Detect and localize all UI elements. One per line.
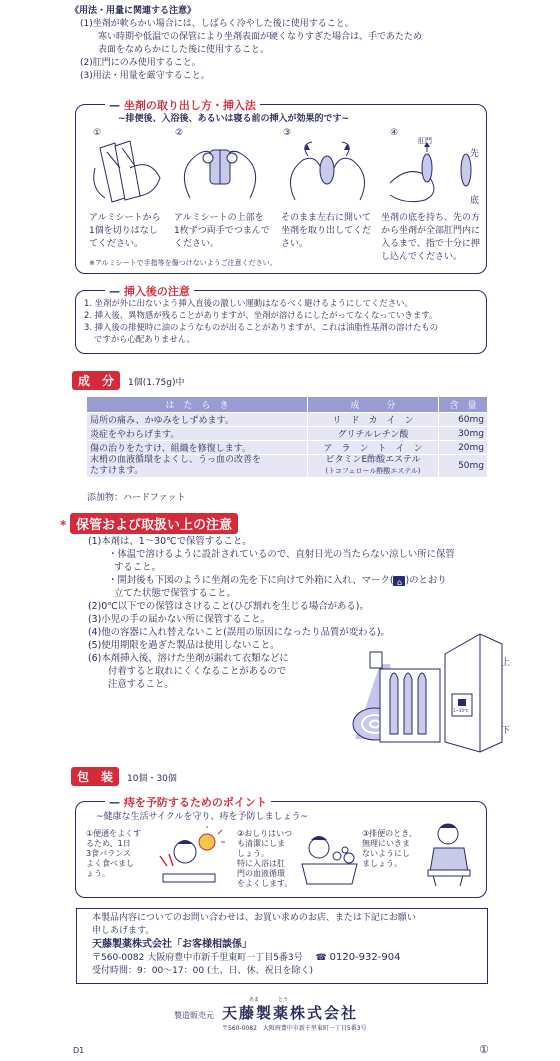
upright-mark-icon: ⌂ [393, 576, 405, 586]
row-name [308, 455, 439, 478]
contact-company: 天藤製薬株式会社「お客様相談係」 [92, 939, 252, 950]
insertion-title: — 坐剤の取り出し方・挿入法 [105, 97, 260, 113]
contact-phone: 0120-932-904 [329, 952, 401, 963]
tip-label: 先 [470, 149, 480, 159]
storage-star: * [60, 518, 67, 532]
contact-address: 〒560-0082 大阪府豊中市新千里東町一丁目5番3号 [92, 953, 303, 963]
step-2-line: 1枚ずつ両手でつまんで [174, 226, 270, 236]
box-temp-label: 1~30℃ [453, 708, 469, 713]
bottom-label: 底 [470, 196, 480, 206]
storage-line: (4)他の容器に入れ替えないこと(誤用の原因になったり品質が変わる)。 [88, 627, 390, 638]
after-title: — 挿入後の注意 [105, 283, 194, 299]
contact-address-row [92, 951, 416, 965]
step-3-illustration [280, 138, 375, 206]
bath-illustration [297, 826, 362, 888]
footer-address: 〒560-0082 大阪府豊中市新千里東町一丁目5番3号 [222, 1025, 367, 1032]
storage-mark-text-a: ・開封後も下図のように坐剤の先を下に向けて外箱に入れ、マーク( [108, 575, 394, 586]
page-number: ① [479, 1043, 489, 1056]
step-4-num: ④ [390, 128, 399, 138]
ingredients-table [86, 396, 488, 478]
table-row [87, 455, 488, 478]
storage-line: (5)使用期限を過ぎた製品は使用しないこと。 [88, 640, 280, 651]
point-line: ないようにし [362, 849, 410, 858]
point-line: も清潔にしま [237, 839, 285, 848]
header-action: は た ら き [87, 397, 308, 413]
step-2-line: ください。 [174, 239, 220, 249]
after-list [84, 297, 438, 345]
storage-line: (3)小児の手の届かない所に保管すること。 [88, 614, 271, 625]
usage-notes-heading: 《用法・用量に関連する注意》 [70, 6, 197, 16]
storage-mark-text-b: )のとおり [405, 575, 447, 586]
point-line: ②おしりはいつ [237, 829, 293, 838]
point-line: 3食バランス [86, 849, 131, 858]
ingredients-tag: 成 分 [72, 371, 120, 390]
step-2-illustration [170, 138, 270, 206]
table-row [87, 413, 488, 427]
step-1-num: ① [93, 128, 102, 138]
prevention-subtitle: ~健康な生活サイクルを守り、痔を予防しましょう~ [96, 812, 309, 822]
storage-line: すること。 [114, 562, 161, 573]
step-2-line: アルミシートの上部を [174, 213, 264, 223]
row-name: ア ラ ン ト イ ン [308, 441, 439, 455]
row-qty: 50mg [439, 455, 488, 478]
storage-line: 注意すること。 [108, 679, 174, 690]
point-line: 特に入浴は肛 [237, 859, 285, 868]
step-4-line: 坐剤の底を持ち、先の方 [381, 213, 481, 223]
row-qty: 20mg [439, 441, 488, 455]
step-3-line: さい。 [281, 239, 309, 249]
contact-text [92, 912, 416, 978]
step-2-num: ② [175, 128, 184, 138]
point-line: 無理にいきま [362, 839, 410, 848]
additive: 添加物：ハードファット [87, 493, 186, 503]
after-item-3: 3. 挿入後の排便時に油のようなものが出ることがありますが、これは油脂性基剤の溶けたもの [84, 322, 439, 332]
usage-note-2: (2)肛門にのみ使用すること。 [80, 58, 201, 68]
row-qty: 60mg [439, 413, 488, 427]
usage-note-1: (1)坐剤が軟らかい場合には、しばらく冷やした後に使用すること。 [80, 19, 354, 29]
prevention-title-text: 痔を予防するためのポイント [123, 796, 267, 809]
step-4-text [381, 212, 480, 264]
ingredients-header-row [87, 397, 488, 413]
point-line: 門の血液循環 [237, 869, 285, 878]
footer-code: D1 [73, 1046, 85, 1055]
prevention-point-1 [86, 829, 141, 879]
point-line: るため、1日 [86, 839, 131, 848]
point-line: ましょう。 [362, 859, 402, 868]
after-title-text: 挿入後の注意 [123, 285, 190, 298]
storage-line: (6)本剤挿入後、溶けた坐剤が漏れて衣類などに [88, 653, 289, 664]
step-1-illustration [90, 138, 165, 206]
row-name: グリチルレチン酸 [308, 427, 439, 441]
prevention-title: — 痔を予防するためのポイント [105, 794, 271, 810]
ingredients-amount: 1個(1.75g)中 [128, 378, 185, 388]
point-line: よく食べまし [86, 859, 134, 868]
header-name: 成 分 [308, 397, 439, 413]
row-name-line: ビタミンE酢酸エステル [325, 455, 421, 465]
insertion-note: ※アルミシートで手指等を傷つけないようご注意ください。 [89, 259, 277, 267]
storage-line: (1)本剤は、1～30℃で保管すること。 [88, 536, 252, 547]
footer-ruby-1: あま [249, 997, 260, 1003]
storage-title: 保管および取扱い上の注意 [70, 513, 238, 534]
after-item-3-cont: ですから心配ありません。 [94, 334, 196, 344]
storage-line: 付着すると取れにくくなることがあるので [108, 666, 287, 677]
usage-note-3: (3)用法・用量を厳守すること。 [80, 71, 210, 81]
usage-note-1-cont2: 表面をなめらかにした後に使用すること。 [98, 45, 270, 55]
footer-ruby-2: とう [278, 997, 289, 1003]
table-row [87, 441, 488, 455]
package-text: 10個・30個 [127, 774, 177, 784]
point-line: ③排便のとき、 [362, 829, 417, 838]
row-qty: 30mg [439, 427, 488, 441]
anus-label: 肛門 [418, 137, 432, 145]
box-up-label: 上 [501, 658, 511, 668]
step-1-line: 1個を切りはなし [89, 226, 158, 236]
after-item-1: 1. 坐剤が外に出ないよう挿入直後の激しい運動はなるべく避けるようにしてください。 [84, 298, 413, 308]
step-4-line: から坐剤が全部肛門内に [381, 226, 481, 236]
row-action: 局所の痛み、かゆみをしずめます。 [87, 413, 308, 427]
step-3-text [281, 212, 371, 251]
storage-line: (2)0℃以下での保管はさけること(ひび割れを生じる場合がある)。 [88, 601, 369, 612]
table-row [87, 427, 488, 441]
insertion-subtitle: ~排便後、入浴後、あるいは寝る前の挿入が効果的です~ [118, 114, 350, 124]
storage-line: ・体温で溶けるように設計されているので、直射日光の当たらない涼しい所に保管 [108, 549, 455, 560]
row-action-line: 末梢の血液循環をよくし、うっ血の改善を [90, 455, 262, 465]
storage-line: 立てた状態で保管すること。 [114, 588, 236, 599]
header-qty: 含 量 [439, 397, 488, 413]
row-action: 傷の治りをたすけ、組織を修復します。 [87, 441, 308, 455]
row-name-line: (トコフェロール酢酸エステル) [325, 467, 421, 475]
footer-role: 製造販売元 [174, 1011, 214, 1020]
usage-notes [70, 5, 422, 83]
package-tag: 包 装 [71, 767, 119, 786]
box-down-label: 下 [501, 726, 511, 736]
row-action: 炎症をやわらげます。 [87, 427, 308, 441]
storage-box-illustration [320, 624, 520, 754]
prevention-point-3 [362, 829, 417, 869]
step-3-line: 坐剤を取り出してくだ [281, 226, 372, 236]
insertion-title-text: 坐剤の取り出し方・挿入法 [123, 99, 256, 112]
step-4-illustration [385, 138, 480, 206]
step-1-line: てください。 [89, 239, 144, 249]
step-1-text [89, 212, 161, 251]
prevention-point-2 [237, 829, 292, 889]
meal-illustration [155, 826, 230, 886]
row-action [87, 455, 308, 478]
contact-hours: 受付時間：9：00～17：00 (土、日、休、祝日を除く) [92, 966, 313, 976]
step-3-num: ③ [283, 128, 292, 138]
step-4-line: 入るまで、指で十分に押 [381, 239, 480, 249]
contact-line: 申しあげます。 [92, 926, 155, 936]
point-line: しょう。 [237, 849, 269, 858]
step-1-line: アルミシートから [89, 213, 161, 223]
point-line: をよくします。 [237, 879, 293, 888]
after-item-2: 2. 挿入後、異物感が残ることがありますが、坐剤が溶けるにしたがってなくなっていきます。 [84, 310, 438, 320]
usage-note-1-cont: 寒い時期や低温での保管により坐剤表面が硬くなりすぎた場合は、手であたため [98, 32, 423, 42]
footer-maker: 天藤製薬株式会社 [222, 1004, 359, 1022]
point-line: ょう。 [86, 869, 110, 878]
row-action-line: たすけます。 [90, 466, 144, 476]
phone-icon: ☎ [315, 953, 327, 963]
contact-line: 本製品内容についてのお問い合わせは、お買い求めのお店、または下記にお願い [92, 913, 416, 923]
row-name: リ ド カ イ ン [308, 413, 439, 427]
toilet-illustration [420, 820, 480, 890]
storage-line [108, 574, 455, 587]
step-4-line: し込んでください。 [381, 252, 463, 262]
step-3-line: そのまま左右に開いて [281, 213, 372, 223]
step-2-text [174, 212, 270, 251]
point-line: ①便通をよくす [86, 829, 142, 838]
